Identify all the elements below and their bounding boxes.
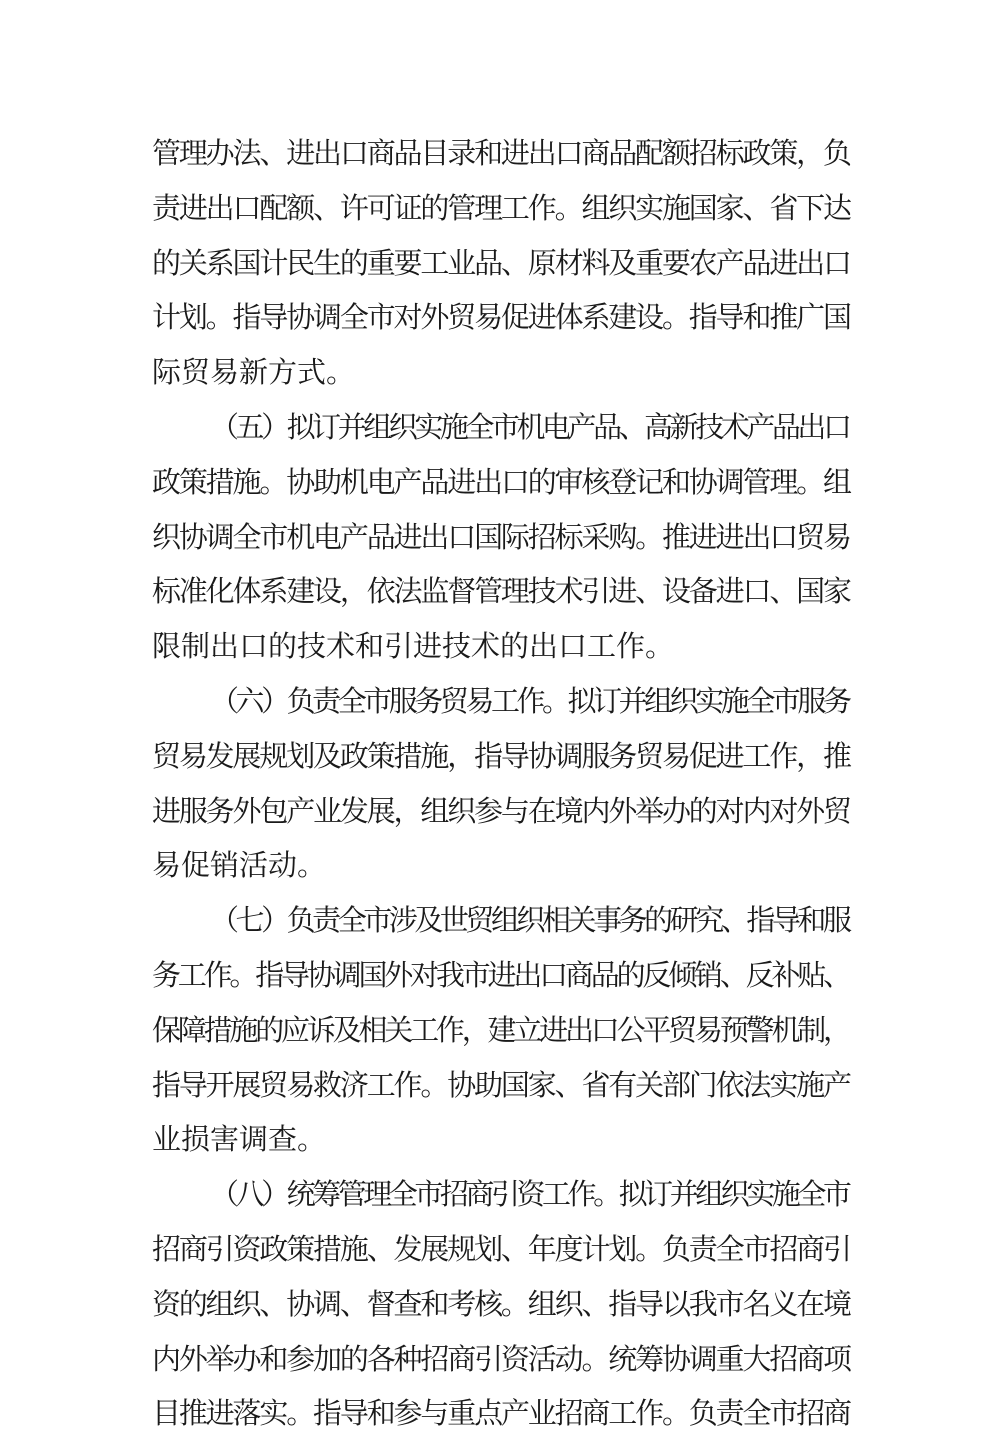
text-line: 进服务外包产业发展，组织参与在境内外举办的对内对外贸 [152, 793, 850, 828]
text-line: 政策措施。协助机电产品进出口的审核登记和协调管理。组 [152, 464, 850, 499]
text-line: 织协调全市机电产品进出口国际招标采购。推进进出口贸易 [152, 519, 850, 554]
paragraph-first-line: （六）负责全市服务贸易工作。拟订并组织实施全市服务 [210, 683, 849, 718]
paragraph-first-line: （八）统筹管理全市招商引资工作。拟订并组织实施全市 [210, 1177, 849, 1212]
text-line: 资的组织、协调、督查和考核。组织、指导以我市名义在境 [152, 1286, 850, 1321]
text-line: 务工作。指导协调国外对我市进出口商品的反倾销、反补贴、 [152, 957, 849, 992]
text-line: 的关系国计民生的重要工业品、原材料及重要农产品进出口 [152, 245, 850, 280]
text-line: 内外举办和参加的各种招商引资活动。统筹协调重大招商项 [152, 1341, 850, 1376]
text-line: 计划。指导协调全市对外贸易促进体系建设。指导和推广国 [152, 300, 850, 335]
text-line: 标准化体系建设，依法监督管理技术引进、设备进口、国家 [152, 574, 850, 609]
text-line: 目推进落实。指导和参与重点产业招商工作。负责全市招商 [152, 1396, 850, 1431]
text-line: 管理办法、进出口商品目录和进出口商品配额招标政策，负 [152, 136, 850, 170]
text-line: 责进出口配额、许可证的管理工作。组织实施国家、省下达 [152, 190, 850, 225]
text-line: 易促销活动。 [152, 848, 327, 883]
text-line: 贸易发展规划及政策措施，指导协调服务贸易促进工作，推 [152, 738, 850, 773]
paragraph-first-line: （五）拟订并组织实施全市机电产品、高新技术产品出口 [210, 409, 849, 444]
text-line: 保障措施的应诉及相关工作，建立进出口公平贸易预警机制， [152, 1012, 849, 1047]
text-line: 招商引资政策措施、发展规划、年度计划。负责全市招商引 [152, 1231, 850, 1266]
text-line: 际贸易新方式。 [152, 355, 356, 390]
text-line: 指导开展贸易救济工作。协助国家、省有关部门依法实施产 [152, 1067, 850, 1102]
paragraph-first-line: （七）负责全市涉及世贸组织相关事务的研究、指导和服 [210, 903, 849, 938]
text-line: 业损害调查。 [152, 1122, 327, 1157]
text-line: 限制出口的技术和引进技术的出口工作。 [152, 629, 675, 664]
body-text [152, 126, 852, 1441]
